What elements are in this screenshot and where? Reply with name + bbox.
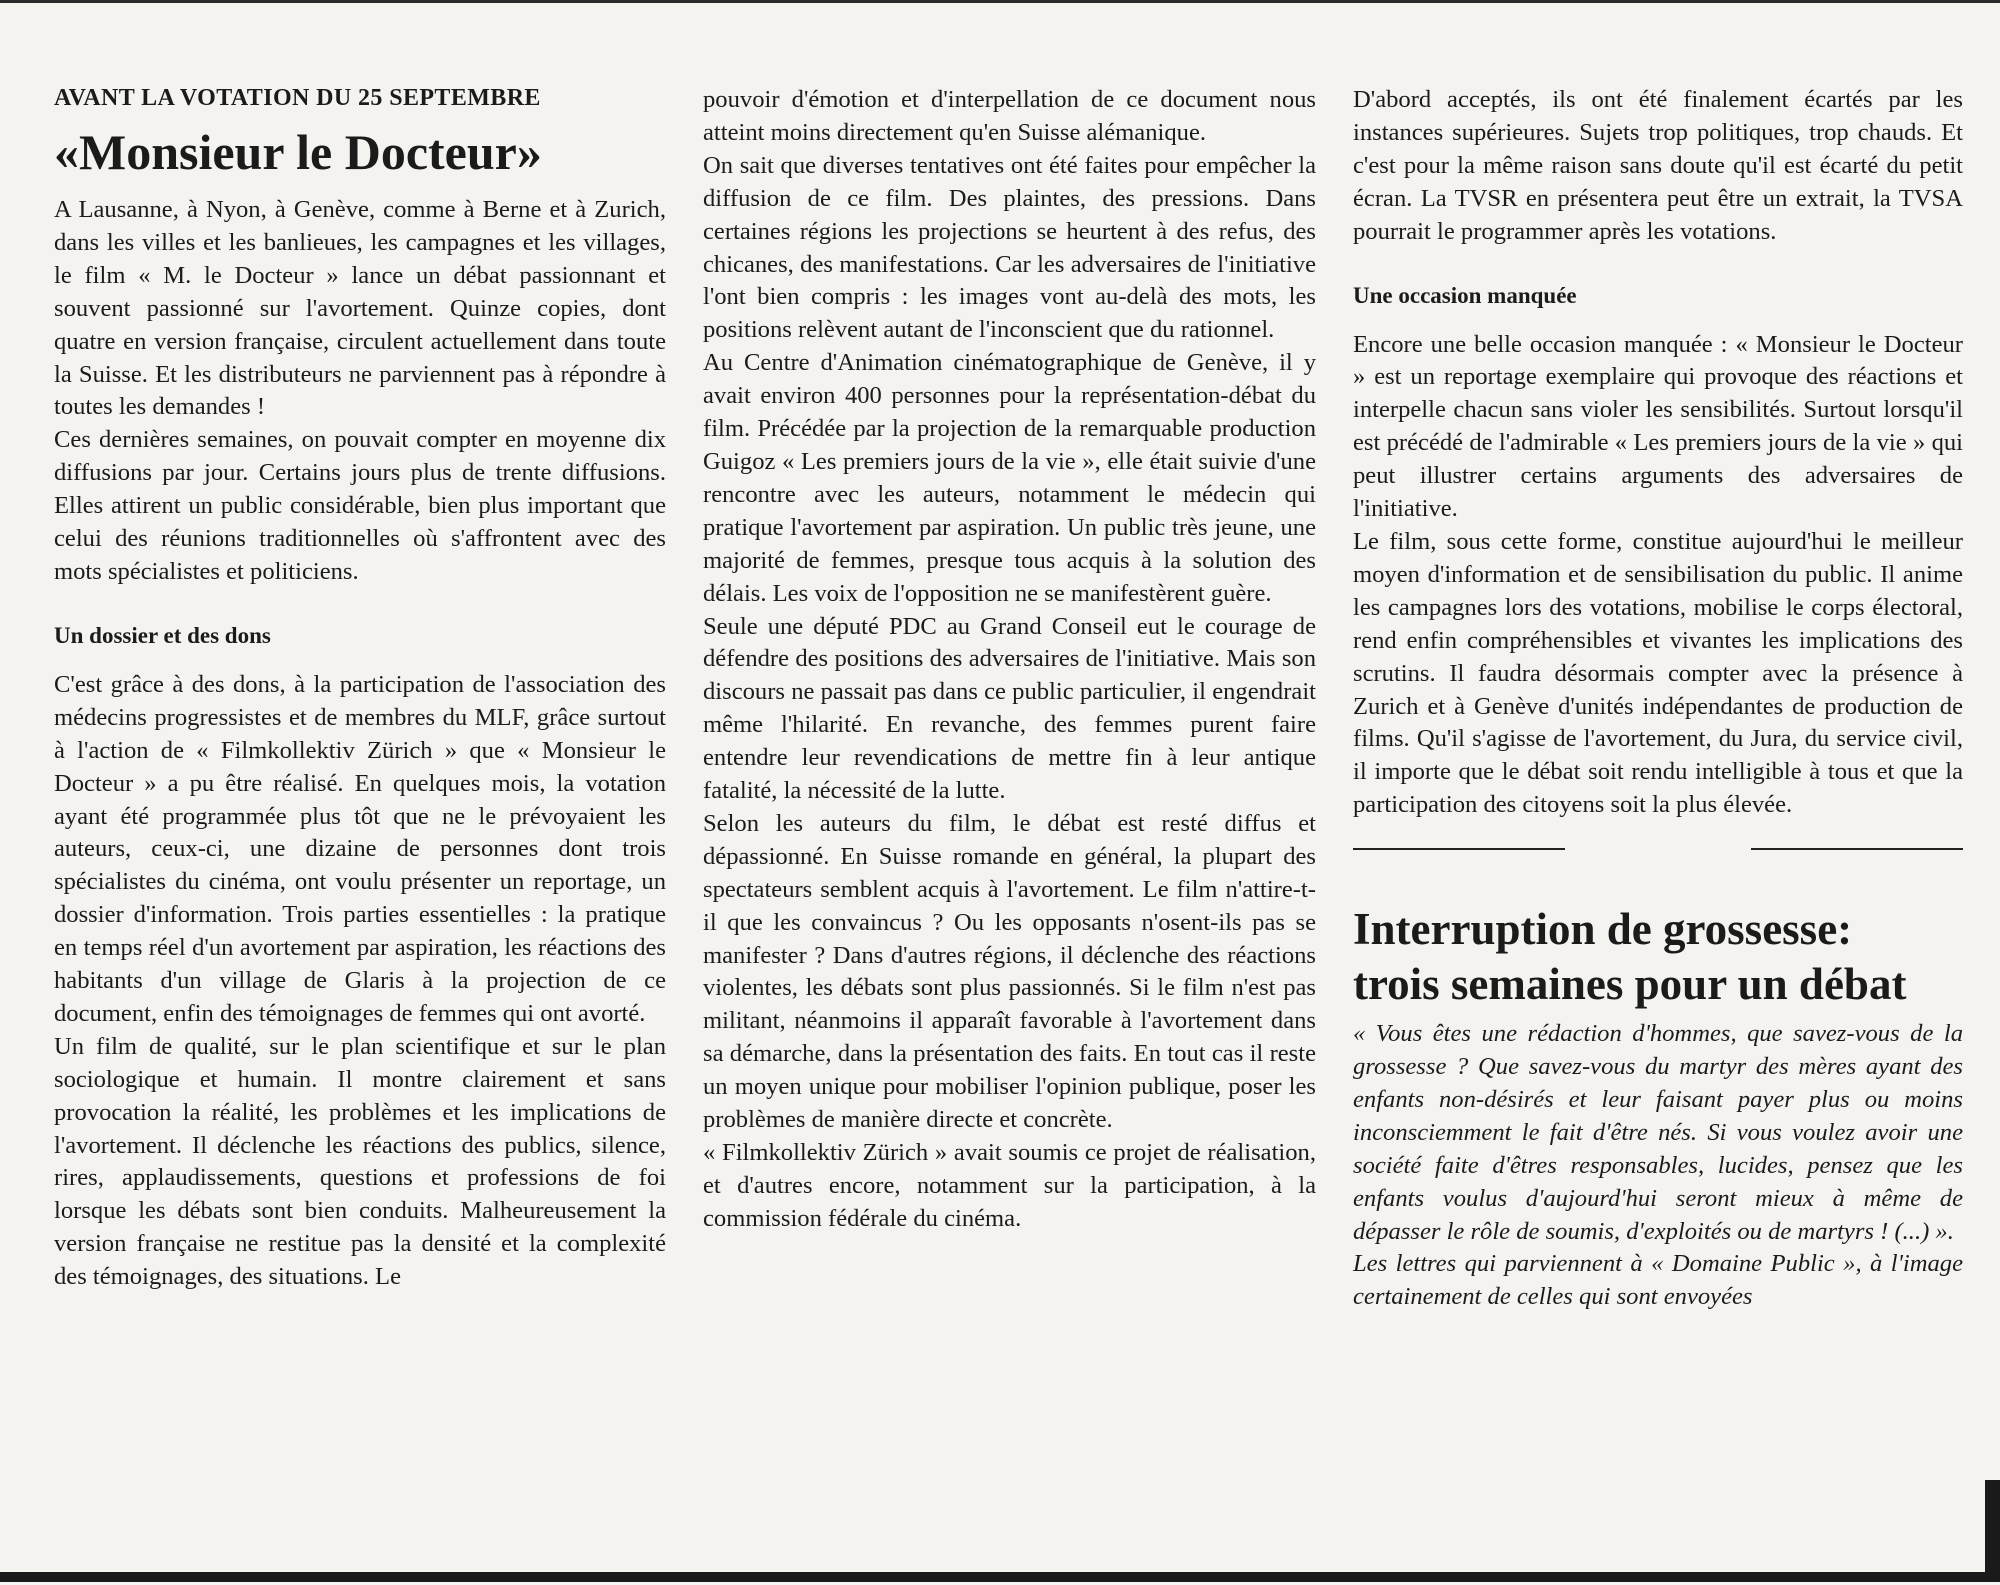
paragraph: Seule une député PDC au Grand Conseil eut le courage de défendre des positions des adversaires de l'initiative. Mais son discours ne passait pas dans ce public particulier, il engendrait même l'hilarité. En revanche, des femmes purent faire entendre leur revendications de mettre fin à leur antique fatalité, la nécessité de la lutte.: [703, 612, 1316, 805]
paragraph: « Vous êtes une rédaction d'hommes, que savez-vous de la grossesse ? Que savez-vous du martyr des mères ayant des enfants non-désirés et leur faisant payer plus ou moins inconsciemment le fait d'être nés. Si vous voulez avoir une société faite d'êtres responsables, lucides, pensez que les enfants voulus d'aujourd'hui seront mieux à même de dépasser le rôle de soumis, d'exploités ou de martyrs ! (...) ».: [1353, 1020, 1963, 1245]
paragraph: « Filmkollektiv Zürich » avait soumis ce projet de réalisation, et d'autres encore, notamment sur la participation, à la commission fédérale du cinéma.: [703, 1139, 1316, 1232]
paragraph: Encore une belle occasion manquée : « Monsieur le Docteur » est un reportage exemplaire qui provoque des réactions et interpelle chacun sans violer les sensibilités. Surtout lorsqu'il est précédé de l'admirable « Les premiers jours de la vie » qui peut illustrer certains arguments des adversaires de l'initiative.: [1353, 330, 1963, 523]
article-headline: «Monsieur le Docteur»: [54, 124, 542, 180]
paragraph: Le film, sous cette forme, constitue aujourd'hui le meilleur moyen d'information et de sensibilisation du public. Il anime les campagnes lors des votations, mobilise le corps électoral, rend enfin compréhensibles et vivantes les implications des scrutins. Il faudra désormais compter avec la présence à Zurich et à Genève d'unités indépendantes de production de films. Qu'il s'agisse de l'avortement, du Jura, du service civil, il importe que le débat soit rendu intelligible à tous et que la participation des citoyens soit la plus élevée.: [1353, 527, 1963, 819]
bottom-border: [0, 1572, 2000, 1582]
separator-rule-left: [1353, 848, 1565, 850]
page-edge-shadow: [1985, 1480, 2000, 1572]
paragraph: Ces dernières semaines, on pouvait compter en moyenne dix diffusions par jour. Certains jours plus de trente diffusions. Elles attirent un public considérable, bien plus important que celui des réunions traditionnelles où s'affrontent avec des mots spécialistes et politiciens.: [54, 426, 666, 585]
top-border: [0, 0, 2000, 3]
paragraph: Selon les auteurs du film, le débat est resté diffus et dépassionné. En Suisse romande en général, la plupart des spectateurs semblent acquis à l'avortement. Le film n'attire-t-il que les convaincus ? Ou les opposants n'osent-ils pas se manifester ? Dans d'autres régions, il déclenche des réactions violentes, les débats sont plus passionnés. Si le film n'est pas militant, néanmoins il apparaît favorable à l'avortement dans sa démarche, dans la présentation des faits. En tout cas il reste un moyen unique pour mobiliser l'opinion publique, poser les problèmes de manière directe et concrète.: [703, 809, 1316, 1134]
second-article-lede: [1353, 1018, 1963, 1314]
column-1: [54, 82, 666, 1294]
section-heading: Une occasion manquée: [1353, 282, 1577, 308]
paragraph: Un film de qualité, sur le plan scientifique et sur le plan sociologique et humain. Il montre clairement et sans provocation la réalité, les problèmes et les implications de l'avortement. Il déclenche les réactions des publics, silence, rires, applaudissements, questions et professions de foi lorsque les débats sont bien conduits. Malheureusement la version française ne restitue pas la densité et la complexité des témoignages, des situations. Le: [54, 1032, 666, 1291]
paragraph: A Lausanne, à Nyon, à Genève, comme à Berne et à Zurich, dans les villes et les banlieues, les campagnes et les villages, le film « M. le Docteur » lance un débat passionnant et souvent passionné sur l'avortement. Quinze copies, dont quatre en version française, circulent actuellement dans toute la Suisse. Et les distributeurs ne parviennent pas à répondre à toutes les demandes !: [54, 196, 666, 421]
paragraph: C'est grâce à des dons, à la participation de l'association des médecins progressistes et de membres du MLF, grâce surtout à l'action de « Filmkollektiv Zürich » que « Monsieur le Docteur » a pu être réalisé. En quelques mois, la votation ayant été programmée plus tôt que ne le prévoyaient les auteurs, ceux-ci, une dizaine de personnes dont trois spécialistes du cinéma, ont voulu présenter un reportage, un dossier d'information. Trois parties essentielles : la pratique en temps réel d'un avortement par aspiration, les réactions des habitants d'un village de Glaris à la projection de ce document, enfin des témoignages de femmes qui ont avorté.: [54, 670, 666, 1027]
column-2: [703, 84, 1316, 1236]
separator-rule-right: [1751, 848, 1963, 850]
paragraph: On sait que diverses tentatives ont été faites pour empêcher la diffusion de ce film. Des plaintes, des pressions. Dans certaines régions les projections se heurtent à des refus, des chicanes, des manifestations. Car les adversaires de l'initiative l'ont bien compris : les images vont au-delà des mots, les positions relèvent autant de l'inconscient que du rationnel.: [703, 151, 1316, 344]
section-heading: Un dossier et des dons: [54, 622, 271, 648]
paragraph: D'abord acceptés, ils ont été finalement écartés par les instances supérieures. Sujets trop politiques, trop chauds. Et c'est pour la même raison sans doute qu'il est écarté du petit écran. La TVSR en présentera peut être un extrait, la TVSA pourrait le programmer après les votations.: [1353, 86, 1963, 245]
paragraph: pouvoir d'émotion et d'interpellation de ce document nous atteint moins directement qu'en Suisse alémanique.: [703, 86, 1316, 146]
article-kicker: AVANT LA VOTATION DU 25 SEPTEMBRE: [54, 85, 541, 111]
column-3: [1353, 84, 1963, 1314]
paragraph: Les lettres qui parviennent à « Domaine Public », à l'image certainement de celles qui sont envoyées: [1353, 1250, 1963, 1311]
title-line: trois semaines pour un débat: [1353, 959, 1907, 1010]
paragraph: Au Centre d'Animation cinématographique de Genève, il y avait environ 400 personnes pour la représentation-débat du film. Précédée par la projection de la remarquable production Guigoz « Les premiers jours de la vie », elle était suivie d'une rencontre avec les auteurs, notamment le médecin qui pratique l'avortement par aspiration. Un public très jeune, une majorité de femmes, presque tous acquis à la solution des délais. Les voix de l'opposition ne se manifestèrent guère.: [703, 349, 1316, 607]
second-article-title: [1353, 902, 1963, 1012]
title-line: Interruption de grossesse:: [1353, 904, 1853, 955]
article-separator: [1353, 832, 1963, 866]
